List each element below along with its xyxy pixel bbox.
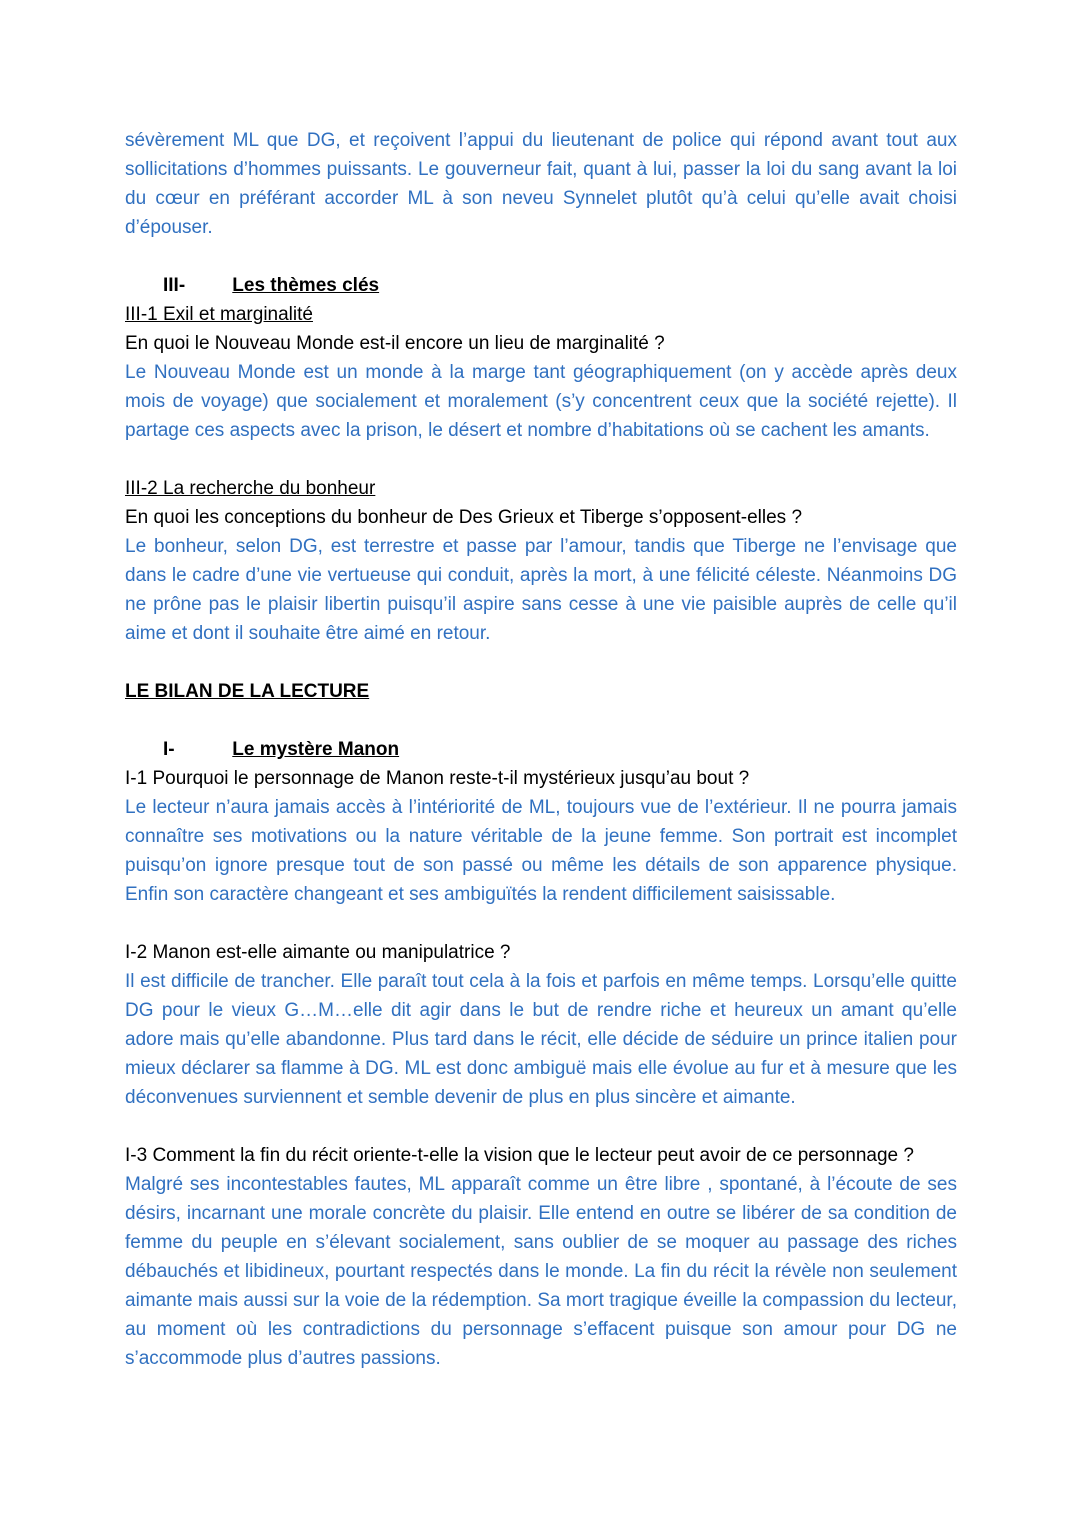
blank-line: [125, 445, 957, 474]
heading-label: Les thèmes clés: [232, 275, 380, 296]
answer-I-1: Le lecteur n’aura jamais accès à l’intériorité de ML, toujours vue de l’extérieur. Il ne pourra jamais connaître ses motivations ou la nature véritable de la jeune femme. Son portrait est incomplet puisqu’on ignore presque tout de son passé ou même les détails de son apparence physique. Enfin son caractère changeant et ses ambiguïtés la rendent difficilement saisissable.: [125, 797, 957, 905]
answer-I-2: Il est difficile de trancher. Elle paraît tout cela à la fois et parfois en même temps. Lorsqu’elle quitte DG pour le vieux G…M…elle dit agir dans le but de rendre riche et heureux un amant qu’elle adore mais qu’elle abandonne. Plus tard dans le récit, elle décide de séduire un prince italien pour mieux déclarer sa flamme à DG. ML est donc ambiguë mais elle évolue au fur et à mesure que les déconvenues surviennent et semble devenir de plus en plus sincère et aimante.: [125, 971, 957, 1108]
blank-line: [125, 706, 957, 735]
heading-les-themes-cles: [125, 271, 957, 300]
heading-bilan-lecture: LE BILAN DE LA LECTURE: [125, 681, 370, 702]
answer-III-2: Le bonheur, selon DG, est terrestre et passe par l’amour, tandis que Tiberge ne l’envisage que dans le cadre d’une vie vertueuse qui conduit, après la mort, à une félicité céleste. Néanmoins DG ne prône pas le plaisir libertin puisqu’il aspire sans cesse à une vie paisible auprès de celle qu’il aime et dont il souhaite être aimé en retour.: [125, 536, 957, 644]
blank-line: [125, 242, 957, 271]
answer-I-3: Malgré ses incontestables fautes, ML apparaît comme un être libre , spontané, à l’écoute de ses désirs, incarnant une morale concrète du plaisir. Elle entend en outre se libérer de sa condition de femme du peuple en s’élevant socialement, sans oublier de se moquer au passage des riches débauchés et libidineux, pourtant respectés dans le monde. La fin du récit la révèle non seulement aimante mais aussi sur la voie de la rédemption. Sa mort tragique éveille la compassion du lecteur, au moment où les contradictions du personnage s’effacent puisque son amour pour DG ne s’accommode plus d’autres passions.: [125, 1174, 957, 1369]
answer-III-1: Le Nouveau Monde est un monde à la marge tant géographiquement (on y accède après deux mois de voyage) que socialement et moralement (s’y concentrent ceux que la société rejette). Il partage ces aspects avec la prison, le désert et nombre d’habitations où se cachent les amants.: [125, 362, 957, 441]
blank-line: [125, 1112, 957, 1141]
heading-mystere-manon: [125, 735, 957, 764]
heading-number: I-: [163, 739, 175, 760]
question-III-2: En quoi les conceptions du bonheur de Des Grieux et Tiberge s’opposent-elles ?: [125, 507, 803, 528]
question-I-1: I-1 Pourquoi le personnage de Manon reste-t-il mystérieux jusqu’au bout ?: [125, 768, 750, 789]
section-title-III-1: III-1 Exil et marginalité: [125, 304, 313, 325]
blank-line: [125, 909, 957, 938]
continuation-paragraph: sévèrement ML que DG, et reçoivent l’appui du lieutenant de police qui répond avant tout aux sollicitations d’hommes puissants. Le gouverneur fait, quant à lui, passer la loi du sang avant la loi du cœur en préférant accorder ML à son neveu Synnelet plutôt qu’à celui qu’elle avait choisi d’épouser.: [125, 130, 957, 238]
question-III-1: En quoi le Nouveau Monde est-il encore un lieu de marginalité ?: [125, 333, 665, 354]
blank-line: [125, 648, 957, 677]
heading-number: III-: [163, 275, 186, 296]
heading-label: Le mystère Manon: [232, 739, 400, 760]
question-I-2: I-2 Manon est-elle aimante ou manipulatrice ?: [125, 942, 511, 963]
question-I-3: I-3 Comment la fin du récit oriente-t-elle la vision que le lecteur peut avoir de ce personnage ?: [125, 1145, 914, 1166]
section-title-III-2: III-2 La recherche du bonheur: [125, 478, 376, 499]
